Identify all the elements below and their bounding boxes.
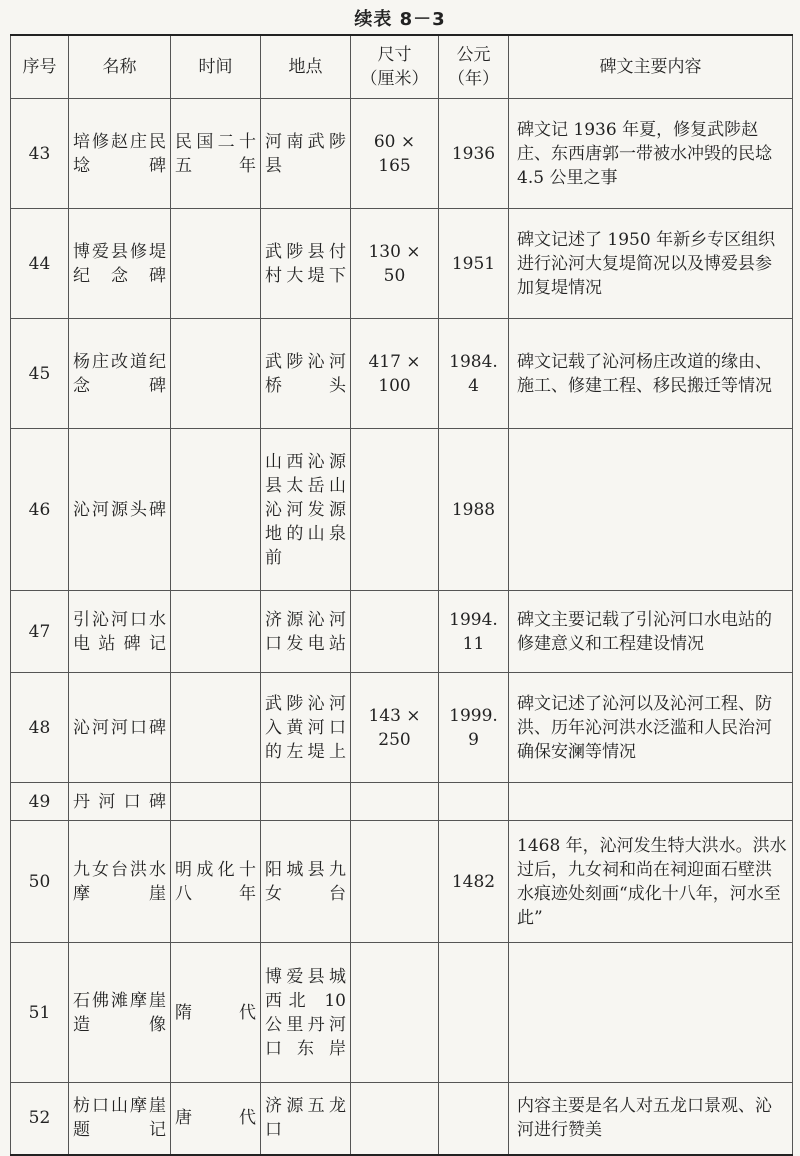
cell-year: 1988 bbox=[439, 429, 509, 591]
cell-time bbox=[171, 783, 261, 821]
cell-seq: 48 bbox=[11, 673, 69, 783]
cell-name: 引沁河口水电站碑记 bbox=[69, 591, 171, 673]
cell-size bbox=[351, 783, 439, 821]
table-row bbox=[11, 673, 793, 783]
cell-content: 碑文记载了沁河杨庄改道的缘由、施工、修建工程、移民搬迁等情况 bbox=[509, 319, 793, 429]
cell-name: 枋口山摩崖题记 bbox=[69, 1083, 171, 1155]
cell-size bbox=[351, 943, 439, 1083]
cell-place: 武陟沁河桥头 bbox=[261, 319, 351, 429]
cell-name: 丹河口碑 bbox=[69, 783, 171, 821]
table-row bbox=[11, 783, 793, 821]
cell-time: 唐代 bbox=[171, 1083, 261, 1155]
cell-name: 沁河河口碑 bbox=[69, 673, 171, 783]
cell-name: 沁河源头碑 bbox=[69, 429, 171, 591]
cell-name: 博爱县修堤纪念碑 bbox=[69, 209, 171, 319]
stele-table bbox=[10, 34, 793, 1156]
cell-content: 内容主要是名人对五龙口景观、沁河进行赞美 bbox=[509, 1083, 793, 1155]
cell-size bbox=[351, 591, 439, 673]
cell-seq: 44 bbox=[11, 209, 69, 319]
cell-seq: 47 bbox=[11, 591, 69, 673]
table-row bbox=[11, 591, 793, 673]
table-row bbox=[11, 943, 793, 1083]
cell-seq: 49 bbox=[11, 783, 69, 821]
cell-size bbox=[351, 821, 439, 943]
cell-place: 济源五龙口 bbox=[261, 1083, 351, 1155]
cell-place: 武陟县付村大堤下 bbox=[261, 209, 351, 319]
cell-content: 碑文记 1936 年夏，修复武陟赵庄、东西唐郭一带被水冲毁的民埝 4.5 公里之事 bbox=[509, 99, 793, 209]
cell-size bbox=[351, 1083, 439, 1155]
cell-name: 杨庄改道纪念碑 bbox=[69, 319, 171, 429]
cell-seq: 43 bbox=[11, 99, 69, 209]
cell-time: 隋代 bbox=[171, 943, 261, 1083]
cell-content bbox=[509, 783, 793, 821]
cell-year: 1936 bbox=[439, 99, 509, 209]
cell-name: 石佛滩摩崖造像 bbox=[69, 943, 171, 1083]
cell-seq: 52 bbox=[11, 1083, 69, 1155]
cell-time bbox=[171, 673, 261, 783]
cell-year bbox=[439, 783, 509, 821]
cell-year: 1482 bbox=[439, 821, 509, 943]
cell-year bbox=[439, 943, 509, 1083]
col-header-seq: 序号 bbox=[11, 35, 69, 99]
col-header-time: 时间 bbox=[171, 35, 261, 99]
cell-seq: 46 bbox=[11, 429, 69, 591]
cell-time bbox=[171, 319, 261, 429]
cell-place: 济源沁河口发电站 bbox=[261, 591, 351, 673]
table-row bbox=[11, 99, 793, 209]
cell-size bbox=[351, 429, 439, 591]
cell-place: 武陟沁河入黄河口的左堤上 bbox=[261, 673, 351, 783]
cell-year: 1984. 4 bbox=[439, 319, 509, 429]
col-header-year: 公元 （年） bbox=[439, 35, 509, 99]
cell-seq: 50 bbox=[11, 821, 69, 943]
cell-size: 60 × 165 bbox=[351, 99, 439, 209]
cell-content: 碑文记述了沁河以及沁河工程、防洪、历年沁河洪水泛滥和人民治河确保安澜等情况 bbox=[509, 673, 793, 783]
cell-year: 1994. 11 bbox=[439, 591, 509, 673]
table-row bbox=[11, 1083, 793, 1155]
cell-time: 民国二十五年 bbox=[171, 99, 261, 209]
cell-year: 1951 bbox=[439, 209, 509, 319]
cell-place: 山西沁源县太岳山沁河发源地的山泉前 bbox=[261, 429, 351, 591]
cell-time bbox=[171, 209, 261, 319]
cell-time bbox=[171, 591, 261, 673]
cell-size: 417 × 100 bbox=[351, 319, 439, 429]
cell-place: 河南武陟县 bbox=[261, 99, 351, 209]
header-row bbox=[11, 35, 793, 99]
cell-content bbox=[509, 429, 793, 591]
cell-place bbox=[261, 783, 351, 821]
cell-year: 1999. 9 bbox=[439, 673, 509, 783]
col-header-name: 名称 bbox=[69, 35, 171, 99]
cell-content bbox=[509, 943, 793, 1083]
col-header-content: 碑文主要内容 bbox=[509, 35, 793, 99]
cell-place: 阳城县九女台 bbox=[261, 821, 351, 943]
cell-name: 九女台洪水摩崖 bbox=[69, 821, 171, 943]
table-row bbox=[11, 319, 793, 429]
col-header-place: 地点 bbox=[261, 35, 351, 99]
cell-seq: 45 bbox=[11, 319, 69, 429]
cell-content: 1468 年，沁河发生特大洪水。洪水过后，九女祠和尚在祠迎面石壁洪水痕迹处刻画“成化十八年，河水至此” bbox=[509, 821, 793, 943]
col-header-size: 尺寸 （厘米） bbox=[351, 35, 439, 99]
cell-time bbox=[171, 429, 261, 591]
table-caption: 续表 8－3 bbox=[354, 9, 446, 30]
cell-content: 碑文主要记载了引沁河口水电站的修建意义和工程建设情况 bbox=[509, 591, 793, 673]
cell-content: 碑文记述了 1950 年新乡专区组织进行沁河大复堤简况以及博爱县参加复堤情况 bbox=[509, 209, 793, 319]
cell-name: 培修赵庄民埝碑 bbox=[69, 99, 171, 209]
table-row bbox=[11, 429, 793, 591]
cell-time: 明成化十八年 bbox=[171, 821, 261, 943]
cell-seq: 51 bbox=[11, 943, 69, 1083]
table-row bbox=[11, 209, 793, 319]
cell-year bbox=[439, 1083, 509, 1155]
cell-size: 130 × 50 bbox=[351, 209, 439, 319]
cell-size: 143 × 250 bbox=[351, 673, 439, 783]
table-row bbox=[11, 821, 793, 943]
cell-place: 博爱县城西北 10 公里丹河口东岸 bbox=[261, 943, 351, 1083]
